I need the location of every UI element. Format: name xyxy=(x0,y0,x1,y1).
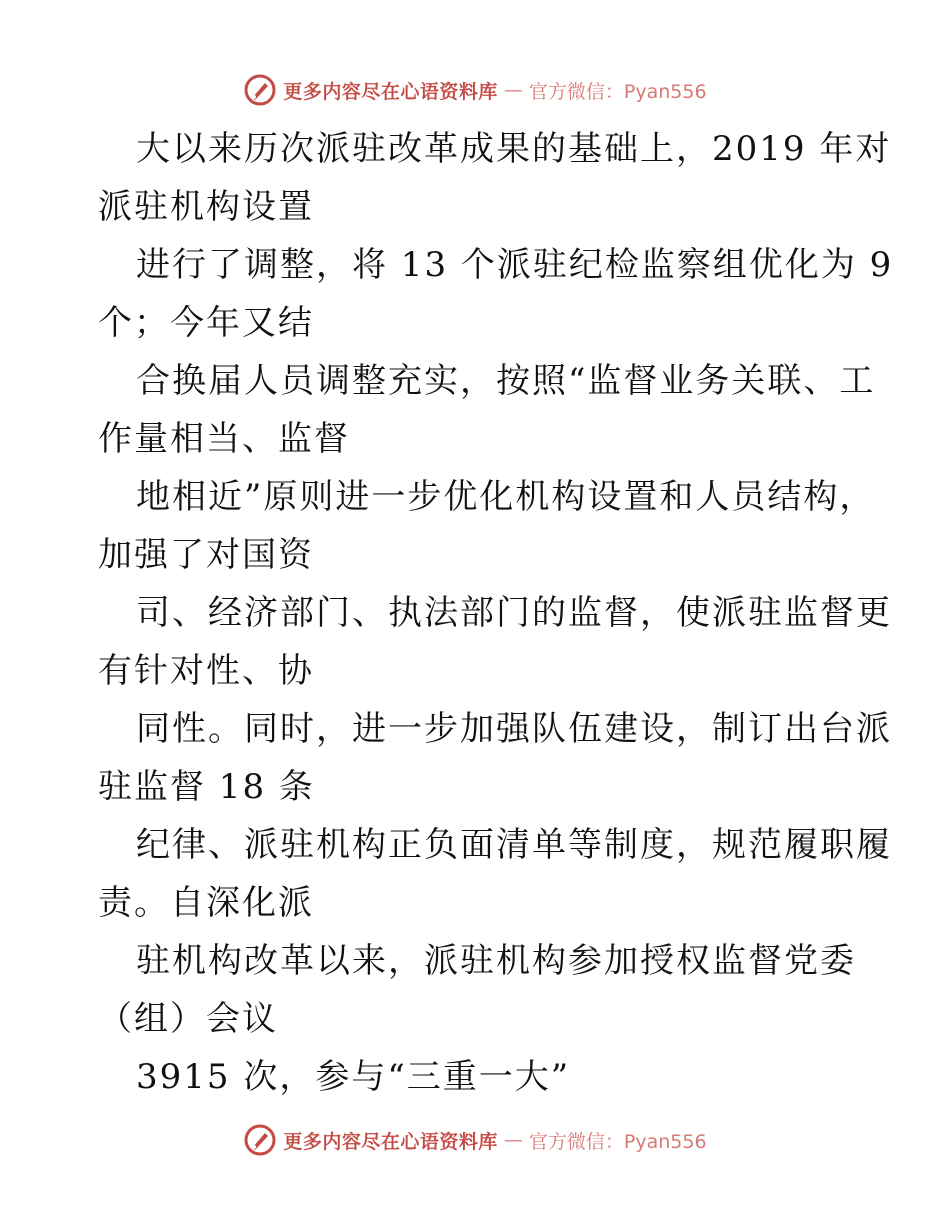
body-line: 有针对性、协 xyxy=(98,651,314,691)
pen-nib-logo-icon xyxy=(243,73,277,107)
body-line: 作量相当、监督 xyxy=(98,419,350,459)
body-line: 合换届人员调整充实，按照“监督业务关联、工 xyxy=(136,361,876,401)
body-line: 派驻机构设置 xyxy=(98,187,314,227)
body-line: 同性。同时，进一步加强队伍建设，制订出台派 xyxy=(136,709,892,749)
body-line: 大以来历次派驻改革成果的基础上，2019 年对 xyxy=(136,129,892,169)
body-line: 责。自深化派 xyxy=(98,883,314,923)
pen-nib-logo-icon xyxy=(243,1123,277,1157)
body-line: 个；今年又结 xyxy=(98,303,314,343)
body-line: 纪律、派驻机构正负面清单等制度，规范履职履 xyxy=(136,825,892,865)
body-line: 司、经济部门、执法部门的监督，使派驻监督更 xyxy=(136,593,892,633)
footer-watermark xyxy=(0,1120,950,1160)
watermark-wechat-note: 官方微信：Pyan556 xyxy=(528,80,707,103)
body-line: 3915 次，参与“三重一大” xyxy=(136,1057,571,1097)
body-line: 驻监督 18 条 xyxy=(98,767,315,807)
body-line: 进行了调整，将 13 个派驻纪检监察组优化为 9 xyxy=(136,245,894,285)
body-line: （组）会议 xyxy=(98,999,278,1039)
watermark-main-text: 更多内容尽在心语资料库 xyxy=(283,80,498,103)
header-watermark xyxy=(0,70,950,110)
watermark-separator: — xyxy=(503,1129,523,1151)
body-line: 地相近”原则进一步优化机构设置和人员结构， xyxy=(136,477,876,517)
body-line: 加强了对国资 xyxy=(98,535,314,575)
watermark-main-text: 更多内容尽在心语资料库 xyxy=(283,1130,498,1153)
watermark-wechat-note: 官方微信：Pyan556 xyxy=(528,1130,707,1153)
body-line: 驻机构改革以来，派驻机构参加授权监督党委 xyxy=(136,941,856,981)
watermark-separator: — xyxy=(503,79,523,101)
